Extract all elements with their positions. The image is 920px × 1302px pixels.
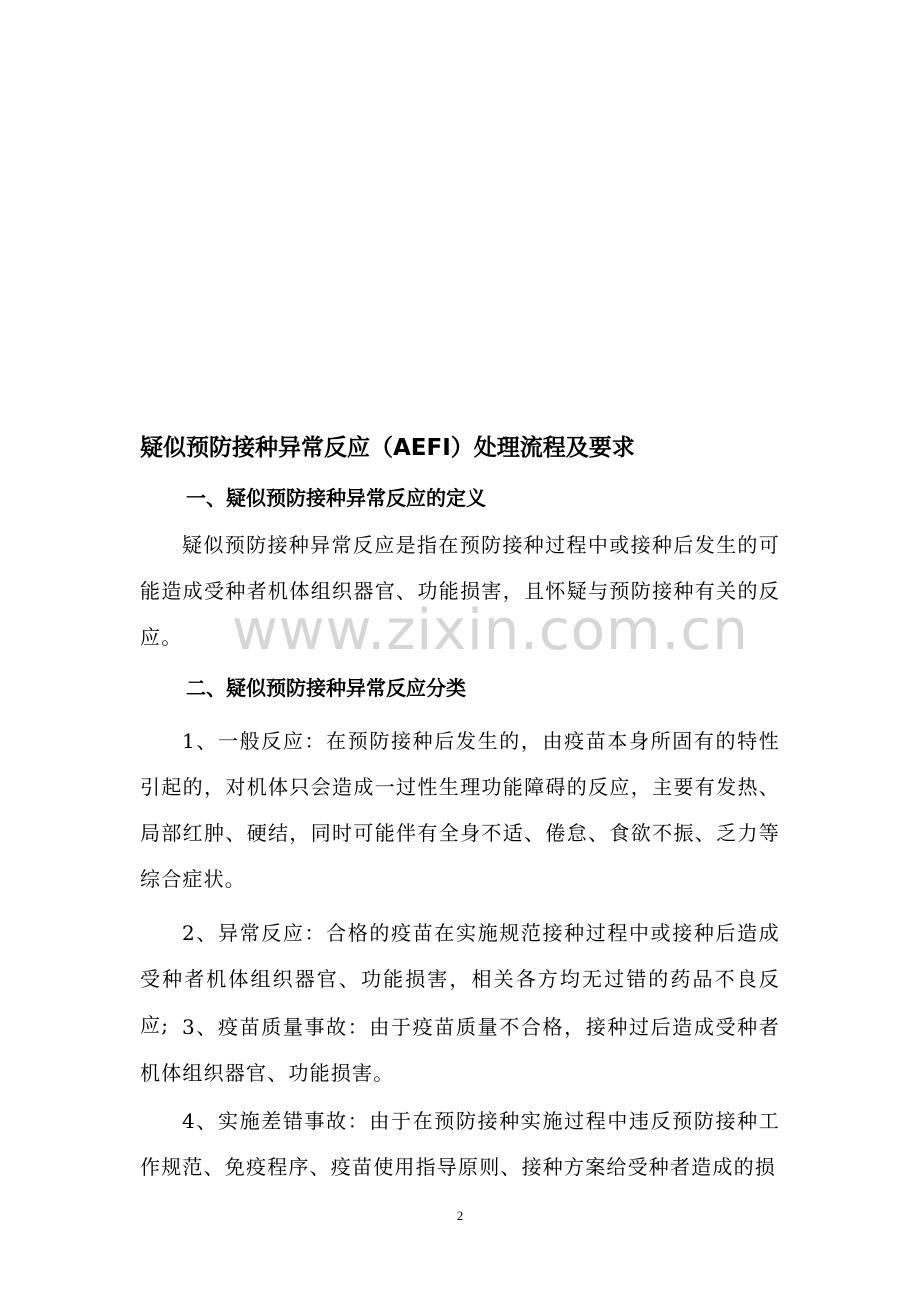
classification-item-quality-accident: 3、疫苗质量事故：由于疫苗质量不合格，接种过后造成受种者机体组织器官、功能损害。 (140, 1015, 780, 1085)
classification-item-general: 1、一般反应：在预防接种后发生的，由疫苗本身所固有的特性引起的，对机体只会造成一过性生理功能障碍的反应，主要有发热、局部红肿、硬结，同时可能伴有全身不适、倦怠、食欲不振、乏力等综合症状。 (140, 729, 780, 891)
classification-item-error-accident: 4、实施差错事故：由于在预防接种实施过程中违反预防接种工作规范、免疫程序、疫苗使用指导原则、接种方案给受种者造成的损 (140, 1109, 780, 1179)
classification-item-abnormal: 2、异常反应：合格的疫苗在实施规范接种过程中或接种后造成受种者机体组织器官、功能损害，相关各方均无过错的药品不良反应; (140, 921, 780, 1037)
page-number: 2 (456, 1208, 464, 1223)
document-title: 疑似预防接种异常反应（AEFI）处理流程及要求 (140, 435, 635, 461)
section-heading-definition: 一、疑似预防接种异常反应的定义 (186, 486, 486, 510)
watermark: www.zixin.com.cn (232, 598, 749, 663)
definition-paragraph: 疑似预防接种异常反应是指在预防接种过程中或接种后发生的可能造成受种者机体组织器官、功能损害，且怀疑与预防接种有关的反应。 (140, 533, 780, 649)
section-heading-classification: 二、疑似预防接种异常反应分类 (186, 676, 466, 700)
